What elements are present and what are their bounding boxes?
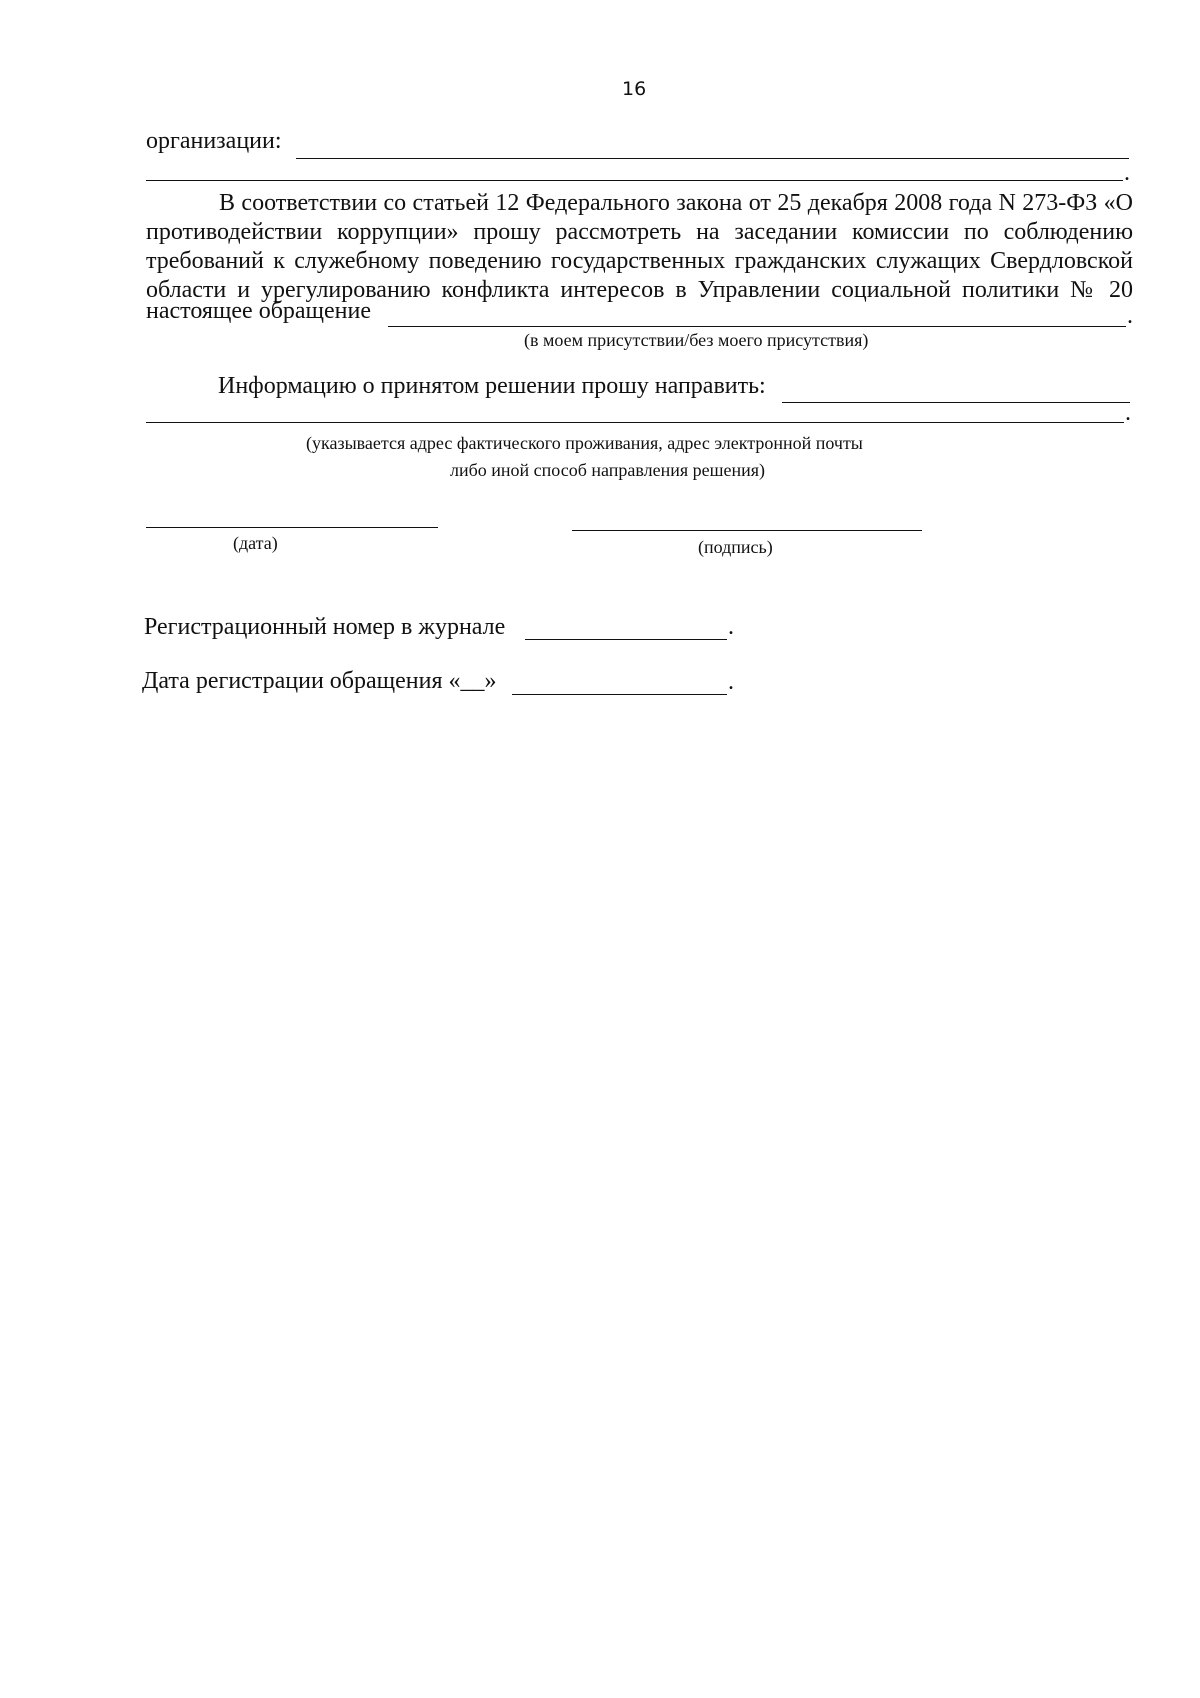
period-mark: . [1127,303,1133,329]
signature-field-line [572,530,922,531]
appeal-paragraph-line-3: требований к служебному поведению государственных гражданских служащих Свердловской [146,248,1133,274]
appeal-paragraph-line-4: области и урегулированию конфликта интересов в Управлении социальной политики № 20 [146,277,1133,303]
appeal-paragraph-line-2: противодействии коррупции» прошу рассмотреть на заседании комиссии по соблюдению [146,219,1133,245]
appeal-last-label: настоящее обращение [146,298,372,324]
date-caption: (дата) [233,533,278,553]
period-mark: . [728,669,734,695]
info-field-line [782,402,1130,403]
date-field-line [146,527,438,528]
signature-caption: (подпись) [698,537,773,557]
registration-number-label: Регистрационный номер в журнале [144,614,506,640]
presence-field-line [388,326,1126,327]
organization-label: организации: [146,128,282,154]
registration-date-field-line [512,694,727,695]
address-caption-line-2: либо иной способ направления решения) [450,460,766,480]
period-mark: . [1124,160,1130,186]
organization-field-line-2 [146,180,1123,181]
registration-date-label: Дата регистрации обращения «__» [142,668,497,694]
appeal-paragraph-line-1: В соответствии со статьей 12 Федерального закона от 25 декабря 2008 года N 273-ФЗ «О [219,190,1133,216]
page-number: 16 [622,78,647,100]
info-label: Информацию о принятом решении прошу направить: [218,373,766,399]
period-mark: . [1125,400,1131,426]
period-mark: . [728,614,734,640]
organization-field-line [296,158,1129,159]
presence-caption: (в моем присутствии/без моего присутствия) [524,330,869,350]
address-caption-line-1: (указывается адрес фактического проживания, адрес электронной почты [306,433,863,453]
info-field-line-2 [146,422,1124,423]
registration-number-field-line [525,639,727,640]
